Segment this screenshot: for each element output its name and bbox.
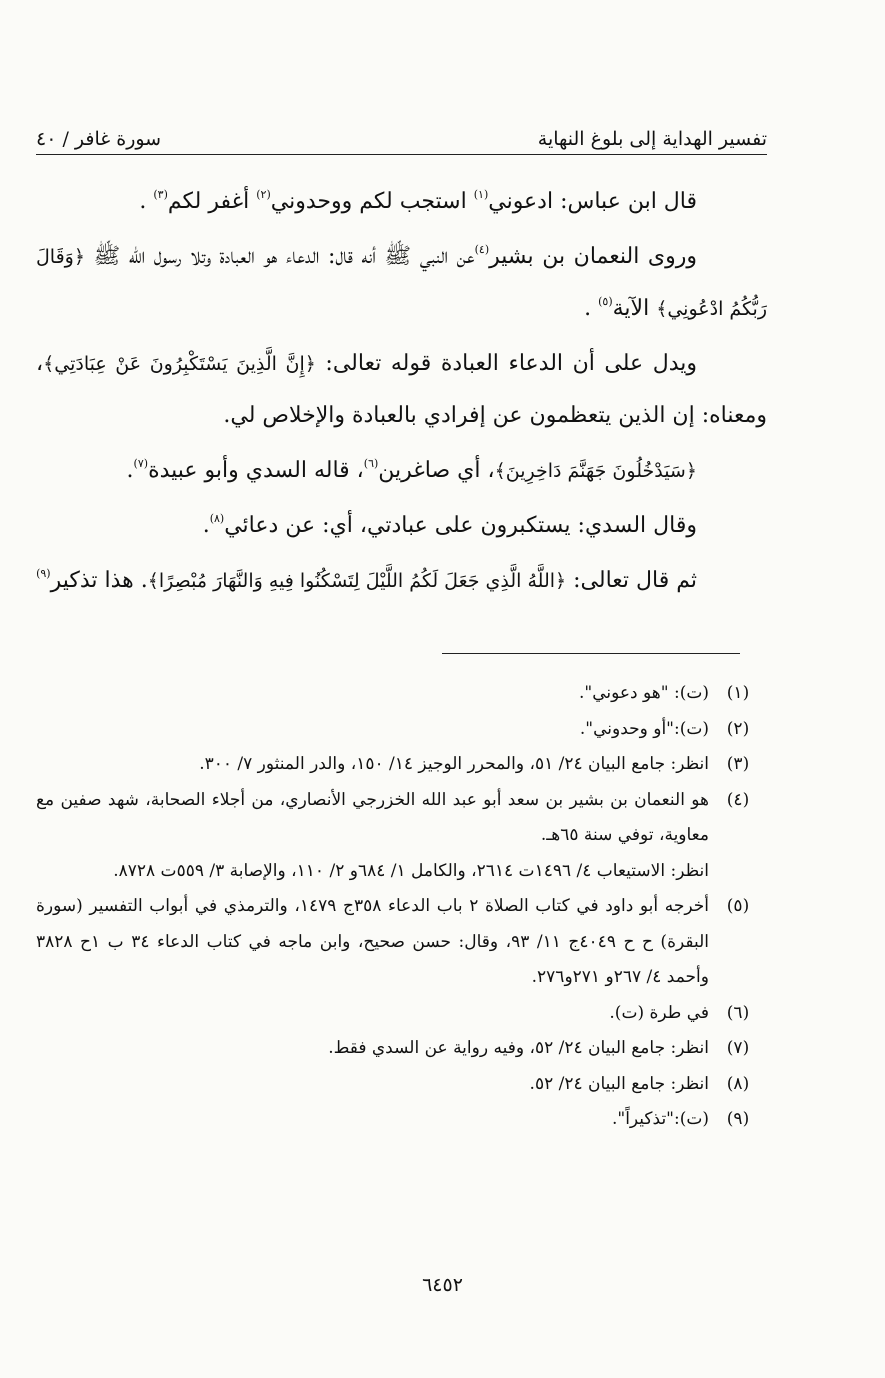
footnote-2 (36, 712, 767, 748)
footnote-number: (٣) (726, 754, 750, 774)
paragraph-4 (36, 445, 767, 497)
paragraph-2 (36, 231, 767, 335)
footnote-4 (36, 783, 767, 890)
footnote-line: هو النعمان بن بشير بن سعد أبو عبد الله الخزرجي الأنصاري، من أجلاء الصحابة، شهد صفين مع معاوية، توفي سنة ٦٥هـ. (36, 789, 709, 845)
text-run: استجب لكم ووحدوني (270, 189, 474, 214)
text-run: ، قاله السدي وأبو عبيدة (148, 458, 364, 483)
running-header (36, 116, 767, 150)
footnote-number: (٢) (726, 718, 750, 739)
text-run: ثم قال تعالى: (566, 568, 697, 593)
header-rule (36, 154, 767, 155)
footnote-text (36, 676, 709, 712)
footnote-ref-1: (١) (473, 188, 489, 201)
footnote-number: (٩) (726, 1109, 750, 1129)
footnote-number: (٨) (726, 1073, 750, 1094)
text-run: ، أي صاغرين (378, 458, 495, 483)
footnote-number: (٥) (726, 896, 750, 916)
paragraph-1 (36, 176, 767, 228)
footnote-line: في طرة (ت). (609, 1002, 709, 1023)
footnote-number: (١) (726, 683, 750, 703)
footnote-7 (36, 1031, 767, 1067)
footnote-line: أخرجه أبو داود في كتاب الصلاة ٢ باب الدعاء ٣٥٨ج ١٤٧٩، والترمذي في أبواب التفسير (سورة البقرة) ح ح ٤٠٤٩ج ١١/ ٩٣، وقال: حسن صحيح، وابن ماجه في كتاب الدعاء ٣٤ ب ١ح ٣٨٢٨ وأحمد ٤/ ٢٦٧و ٢٧١و٢٧٦. (36, 896, 709, 987)
footnote-ref-5: (٥) (598, 295, 613, 308)
text-run: ويدل على أن الدعاء العبادة قوله تعالى: (315, 351, 697, 376)
footnote-text (36, 747, 709, 783)
paragraph-3 (36, 338, 767, 442)
footnote-line: انظر: جامع البيان ٢٤/ ٥٢. (529, 1073, 709, 1094)
text-run: أغفر لكم (167, 189, 257, 214)
footnote-line: (ت): "هو دعوني". (579, 683, 709, 703)
footnote-ref-2: (٢) (256, 188, 271, 201)
page-number: ٦٤٥٢ (422, 1274, 463, 1296)
footnote-9 (36, 1102, 767, 1138)
surah-label: سورة غافر / ٤٠ (36, 128, 162, 150)
footnote-ref-7: (٧) (133, 457, 149, 470)
footnote-separator (442, 653, 740, 654)
footnote-text (36, 889, 709, 996)
footnote-text (36, 1102, 709, 1138)
footnote-ref-6: (٦) (363, 457, 379, 470)
text-run: . (584, 296, 599, 321)
text-run: عن النبي ﷺ أنه قال: الدعاء هو العبادة وتلا رسول الله ﷺ (84, 244, 475, 269)
quran-verse: ﴿وَقَالَ رَبُّكُمُ ادْعُونِي﴾ (36, 246, 767, 320)
footnote-number: (٤) (726, 789, 750, 810)
footnote-text (36, 783, 709, 890)
quran-verse: ﴿سَيَدْخُلُونَ جَهَنَّمَ دَاخِرِينَ﴾ (494, 460, 697, 482)
footnote-ref-8: (٨) (209, 512, 225, 525)
text-run: ، ومعناه: إن الذين يتعظمون عن إفرادي بالعبادة والإخلاص لي. (36, 351, 767, 428)
main-text (36, 176, 767, 610)
footnote-line: (ت):"تذكيراً". (611, 1109, 709, 1129)
text-run: . (139, 189, 154, 214)
footnote-text (36, 1031, 709, 1067)
paragraph-6 (36, 555, 767, 607)
footnote-text (36, 712, 709, 748)
text-run: الآية (612, 296, 657, 321)
text-run: . (202, 513, 210, 538)
footnote-line: انظر: جامع البيان ٢٤/ ٥١، والمحرر الوجيز ١٤/ ١٥٠، والدر المنثور ٧/ ٣٠٠. (199, 754, 709, 774)
footnote-8 (36, 1067, 767, 1103)
footnote-ref-3: (٣) (153, 188, 168, 201)
text-run: . (126, 458, 134, 483)
footnote-line: (ت):"أو وحدوني". (579, 718, 709, 739)
text-run: وروى النعمان بن بشير (489, 244, 697, 269)
footnote-text (36, 996, 709, 1032)
footnote-line: انظر: الاستيعاب ٤/ ١٤٩٦ت ٢٦١٤، والكامل ١/ ٦٨٤و ٢/ ١١٠، والإصابة ٣/ ٥٥٩ت ٨٧٢٨. (113, 860, 709, 881)
footnote-number: (٧) (726, 1038, 750, 1058)
book-title: تفسير الهداية إلى بلوغ النهاية (537, 128, 767, 150)
footnote-number: (٦) (726, 1002, 750, 1023)
paragraph-5 (36, 500, 767, 552)
footnote-ref-4: (٤) (474, 243, 490, 256)
footnote-text (36, 1067, 709, 1103)
quran-verse: ﴿إِنَّ الَّذِينَ يَسْتَكْبِرُونَ عَنْ عِبَادَتِي﴾ (43, 353, 316, 375)
footnote-6 (36, 996, 767, 1032)
footnote-3 (36, 747, 767, 783)
footnotes (36, 676, 767, 1138)
footnote-line: انظر: جامع البيان ٢٤/ ٥٢، وفيه رواية عن السدي فقط. (328, 1038, 709, 1058)
quran-verse: ﴿اللَّهُ الَّذِي جَعَلَ لَكُمُ اللَّيْلَ لِتَسْكُنُوا فِيهِ وَالنَّهَارَ مُبْصِرًا﴾ (147, 570, 567, 592)
footnote-5 (36, 889, 767, 996)
footnote-1 (36, 676, 767, 712)
text-run: . هذا تذكير (50, 568, 148, 593)
text-run: وقال السدي: يستكبرون على عبادتي، أي: عن دعائي (224, 513, 697, 538)
text-run: قال ابن عباس: ادعوني (488, 189, 697, 214)
footnote-ref-9: (٩) (36, 567, 51, 580)
